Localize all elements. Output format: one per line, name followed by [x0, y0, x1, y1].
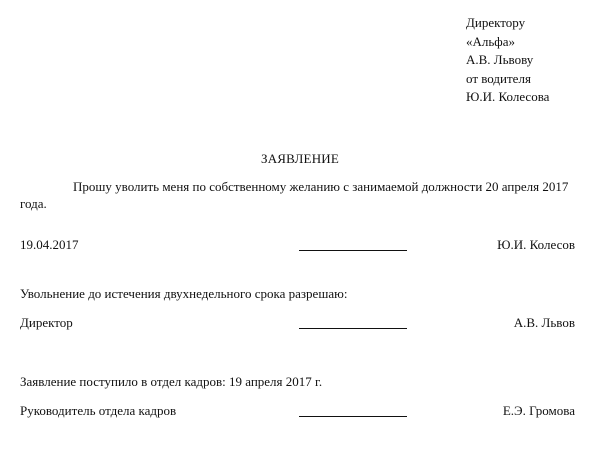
hr-signature-row — [20, 403, 575, 421]
director-name: А.В. Львов — [513, 315, 575, 330]
applicant-name: Ю.И. Колесов — [497, 237, 575, 252]
addressee-line-sender: Ю.И. Колесова — [466, 89, 550, 104]
addressee-line-from: от водителя — [466, 70, 531, 86]
hr-received-note: Заявление поступило в отдел кадров: 19 апреля 2017 г. — [20, 374, 323, 389]
director-signature-row — [20, 315, 575, 333]
addressee-line-company: «Альфа» — [466, 33, 515, 49]
applicant-signature-row — [20, 237, 575, 255]
director-position: Директор — [20, 315, 73, 330]
resolution-text: Увольнение до истечения двухнедельного срока разрешаю: — [20, 286, 348, 301]
hr-name: Е.Э. Громова — [502, 403, 575, 418]
director-signature-line — [299, 328, 407, 329]
application-date: 19.04.2017 — [20, 237, 79, 252]
addressee-line-position: Директору — [466, 15, 526, 30]
hr-signature-line — [299, 416, 407, 417]
applicant-signature-line — [299, 250, 407, 251]
addressee-block — [466, 14, 549, 107]
hr-position: Руководитель отдела кадров — [20, 403, 177, 418]
application-body: Прошу уволить меня по собственному желанию с занимаемой должности 20 апреля 2017 года. — [20, 179, 569, 211]
addressee-line-name: А.В. Львову — [466, 52, 534, 67]
document-title: ЗАЯВЛЕНИЕ — [260, 151, 340, 166]
